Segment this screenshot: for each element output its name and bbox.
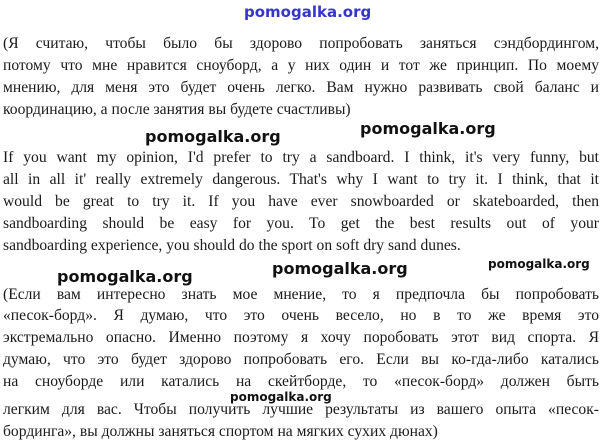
watermark-4: pomogalka.org — [272, 259, 408, 278]
paragraph-line: (Я считаю, чтобы было бы здорово попробовать заняться сэндбордингом, — [3, 35, 599, 52]
paragraph-line: на сноуборде или катались на скейтборде, то «песок-борд» должен быть — [3, 373, 599, 390]
paragraph-line: sandboarding should be easy for you. To get the best results out of your — [3, 215, 599, 232]
paragraph-line: легким для вас. Чтобы получить лучшие результаты из вашего опыта «песок- — [3, 401, 599, 418]
paragraph-line: «песок-борд». Я думаю, что это очень весело, но в то же время это — [3, 307, 599, 324]
watermark-5: pomogalka.org — [488, 257, 590, 271]
paragraph-line: потому что мне нравится сноуборд, а у них один и тот же принцип. По моему — [3, 57, 599, 74]
paragraph-line: мнению, для меня это будет очень легко. Вам нужно развивать свой баланс и — [3, 79, 599, 96]
watermark-6: pomogalka.org — [230, 390, 332, 404]
paragraph-line: бординга», вы должны заняться спортом на мягких сухих дюнах) — [3, 423, 438, 440]
watermark-2: pomogalka.org — [360, 119, 496, 138]
watermark-3: pomogalka.org — [57, 267, 193, 286]
paragraph-line: would be great to try it. If you have ever snowboarded or skateboarded, then — [3, 193, 599, 210]
watermark-top: pomogalka.org — [244, 3, 372, 21]
paragraph-line: If you want my opinion, I'd prefer to try a sandboard. I think, it's very funny, but — [3, 149, 599, 166]
paragraph-line: думаю, что это будет здорово попробовать его. Если вы ко-гда-либо катались — [3, 351, 599, 368]
paragraph-line: all in all it' really extremely dangerous. That's why I want to try it. I think, that it — [3, 171, 599, 188]
paragraph-line: экстремально опасно. Именно поэтому я хочу поробовать этот вид спорта. Я — [3, 329, 599, 346]
paragraph-line: (Если вам интересно знать мое мнение, то я предпочла бы попробовать — [3, 286, 599, 303]
watermark-1: pomogalka.org — [145, 127, 281, 146]
paragraph-line: sandboarding experience, you should do the sport on soft dry sand dunes. — [3, 237, 461, 254]
paragraph-line: координацию, а после занятия вы будете счастливы) — [3, 101, 351, 118]
